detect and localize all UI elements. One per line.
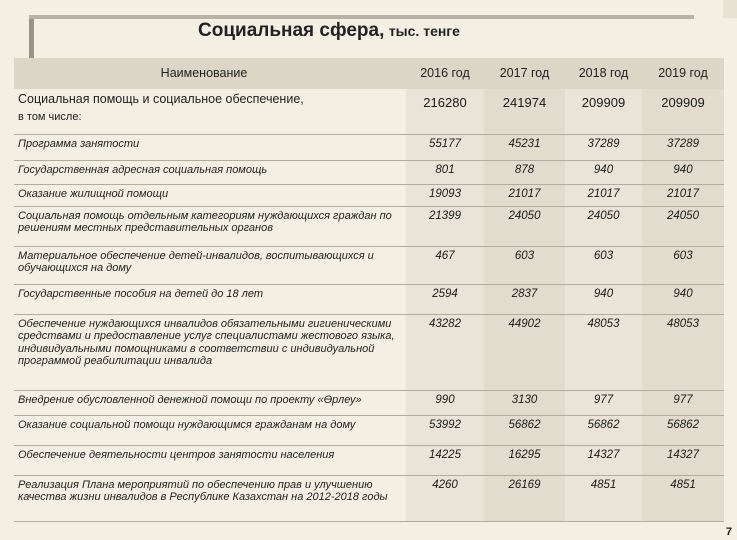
cell-value: 24050 [565,206,642,246]
cell-value: 21017 [565,184,642,206]
cell-value: 209909 [565,89,642,134]
cell-value: 801 [406,160,484,184]
cell-value: 2594 [406,284,484,314]
cell-value: 2837 [484,284,565,314]
cell-value: 45231 [484,134,565,160]
column-header-year: 2018 год [565,58,642,89]
cell-value: 43282 [406,314,484,390]
cell-value: 467 [406,246,484,284]
table-row [14,314,724,390]
title-unit: тыс. тенге [388,23,460,39]
row-label: Внедрение обусловленной денежной помощи по проекту «Өрлеу» [14,390,406,415]
cell-value: 4851 [642,475,724,521]
row-label: Оказание социальной помощи нуждающимся гражданам на дому [14,415,406,445]
table-header-row [14,58,724,89]
row-label: Социальная помощь отдельным категориям нуждающихся граждан по решениям местных представительных органов [14,206,406,246]
cell-value: 603 [642,246,724,284]
cell-value: 37289 [565,134,642,160]
table-row [14,134,724,160]
table-row [14,160,724,184]
row-label [14,89,406,134]
table-row [14,184,724,206]
cell-value: 14327 [642,445,724,475]
cell-value: 21399 [406,206,484,246]
row-label: Государственная адресная социальная помощь [14,160,406,184]
cell-value: 940 [565,284,642,314]
cell-value: 990 [406,390,484,415]
row-label: Обеспечение нуждающихся инвалидов обязательными гигиеническими средствами и предоставление услуг специалистами жестового языка, индивидуальными помощниками в соответствии с индивидуальной программой реабилитации инвалида [14,314,406,390]
page-number: 7 [725,526,732,538]
column-header-year: 2019 год [642,58,724,89]
table-row [14,284,724,314]
page-title [198,20,460,50]
cell-value: 4260 [406,475,484,521]
table-row [14,246,724,284]
cell-value: 603 [565,246,642,284]
column-header-year: 2017 год [484,58,565,89]
corner-decoration [723,0,737,18]
cell-value: 37289 [642,134,724,160]
total-sublabel: в том числе: [18,111,82,123]
cell-value: 3130 [484,390,565,415]
cell-value: 977 [642,390,724,415]
row-label: Материальное обеспечение детей-инвалидов, воспитывающихся и обучающихся на дому [14,246,406,284]
cell-value: 48053 [565,314,642,390]
cell-value: 878 [484,160,565,184]
row-label: Обеспечение деятельности центров занятости населения [14,445,406,475]
cell-value: 977 [565,390,642,415]
table-row-total [14,89,724,134]
cell-value: 24050 [642,206,724,246]
cell-value: 940 [642,284,724,314]
cell-value: 56862 [565,415,642,445]
column-header-name: Наименование [14,58,406,89]
cell-value: 209909 [642,89,724,134]
cell-value: 940 [642,160,724,184]
cell-value: 940 [565,160,642,184]
cell-value: 603 [484,246,565,284]
row-label: Государственные пособия на детей до 18 лет [14,284,406,314]
cell-value: 16295 [484,445,565,475]
cell-value: 53992 [406,415,484,445]
cell-value: 241974 [484,89,565,134]
table-row [14,415,724,445]
cell-value: 216280 [406,89,484,134]
row-label: Реализация Плана мероприятий по обеспечению прав и улучшению качества жизни инвалидов в Республике Казахстан на 2012-2018 годы [14,475,406,521]
cell-value: 55177 [406,134,484,160]
column-header-year: 2016 год [406,58,484,89]
table-row [14,445,724,475]
table-row [14,206,724,246]
table-row [14,390,724,415]
cell-value: 48053 [642,314,724,390]
cell-value: 4851 [565,475,642,521]
table-row [14,475,724,521]
cell-value: 21017 [642,184,724,206]
title-frame-left [29,19,34,61]
cell-value: 26169 [484,475,565,521]
budget-table-wrap [14,58,724,540]
title-frame-top [29,15,694,19]
cell-value: 21017 [484,184,565,206]
cell-value: 56862 [484,415,565,445]
cell-value: 14225 [406,445,484,475]
cell-value: 44902 [484,314,565,390]
cell-value: 56862 [642,415,724,445]
budget-table [14,58,724,522]
cell-value: 19093 [406,184,484,206]
cell-value: 24050 [484,206,565,246]
cell-value: 14327 [565,445,642,475]
row-label: Программа занятости [14,134,406,160]
total-label: Социальная помощь и социальное обеспечение, [18,92,304,106]
row-label: Оказание жилищной помощи [14,184,406,206]
title-main: Социальная сфера, [198,20,385,41]
